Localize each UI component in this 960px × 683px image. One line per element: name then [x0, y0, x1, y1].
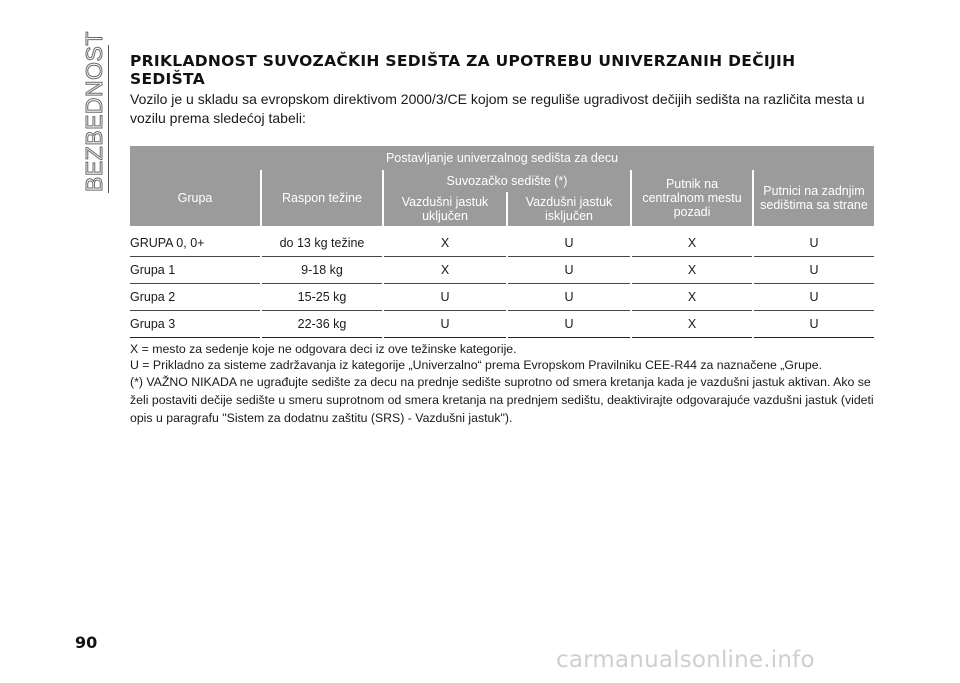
note-warning: (*) VAŽNO NIKADA ne ugrađujte sedište za decu na prednje sedište suprotno od smera kretanja kada je vazdušni jastuk aktivan. Ako se želi postaviti dečije sedište u smeru suprotnom od smera kretanja na prednjem sedištu, deaktivirajte odgovarajuće vazdušni jastuk (videti opis u paragrafu "Sistem za dodatnu zaštitu (SRS) - Vazdušni jastuk").: [130, 375, 874, 425]
cell-airbag-off: U: [508, 311, 630, 338]
note-x: X = mesto za sedenje koje ne odgovara deci iz ove težinske kategorije.: [130, 342, 517, 356]
table-row: [130, 226, 874, 257]
page-content: [130, 52, 876, 427]
cell-weight: 22-36 kg: [262, 311, 382, 338]
cell-group: Grupa 1: [130, 257, 260, 284]
section-label: BEZBEDNOST: [81, 31, 107, 192]
note-u: U = Prikladno za sisteme zadržavanja iz kategorije „Univerzalno“ prema Evropskom Pravilniku CEE-R44 za naznačene „Grupe.: [130, 357, 823, 372]
cell-weight: 9-18 kg: [262, 257, 382, 284]
cell-rear-side: U: [754, 226, 874, 257]
child-seat-table: [128, 146, 876, 338]
cell-airbag-off: U: [508, 226, 630, 257]
cell-group: Grupa 3: [130, 311, 260, 338]
table-notes: [130, 342, 876, 427]
cell-weight: do 13 kg težine: [262, 226, 382, 257]
page-number: 90: [75, 633, 98, 652]
cell-rear-center: X: [632, 226, 752, 257]
header-weight: Raspon težine: [262, 170, 382, 226]
cell-airbag-on: X: [384, 226, 506, 257]
cell-rear-side: U: [754, 311, 874, 338]
header-rear-side: Putnici na zadnjim sedištima sa strane: [754, 170, 874, 226]
cell-airbag-off: U: [508, 257, 630, 284]
cell-airbag-on: U: [384, 284, 506, 311]
table-row: [130, 257, 874, 284]
cell-rear-side: U: [754, 257, 874, 284]
cell-group: GRUPA 0, 0+: [130, 226, 260, 257]
cell-airbag-on: U: [384, 311, 506, 338]
page-title: PRIKLADNOST SUVOZAČKIH SEDIŠTA ZA UPOTREBU UNIVERZANIH DEČIJIH SEDIŠTA: [130, 52, 796, 88]
table-caption: Postavljanje univerzalnog sedišta za decu: [130, 146, 874, 170]
intro-paragraph: Vozilo je u skladu sa evropskom direktivom 2000/3/CE kojom se reguliše ugradivost dečijih sedišta na različita mesta u vozilu prema sledećoj tabeli:: [130, 91, 865, 126]
header-rear-center: Putnik na centralnom mestu pozadi: [632, 170, 752, 226]
cell-rear-center: X: [632, 311, 752, 338]
cell-rear-side: U: [754, 284, 874, 311]
header-airbag-off: Vazdušni jastuk isključen: [508, 192, 630, 226]
table-row: [130, 284, 874, 311]
cell-rear-center: X: [632, 257, 752, 284]
table-row: [130, 311, 874, 338]
cell-rear-center: X: [632, 284, 752, 311]
cell-weight: 15-25 kg: [262, 284, 382, 311]
header-front-seat: Suvozačko sedište (*): [384, 170, 630, 192]
cell-airbag-off: U: [508, 284, 630, 311]
cell-airbag-on: X: [384, 257, 506, 284]
watermark: carmanualsonline.info: [556, 647, 815, 673]
header-group: Grupa: [130, 170, 260, 226]
header-airbag-on: Vazdušni jastuk uključen: [384, 192, 506, 226]
cell-group: Grupa 2: [130, 284, 260, 311]
